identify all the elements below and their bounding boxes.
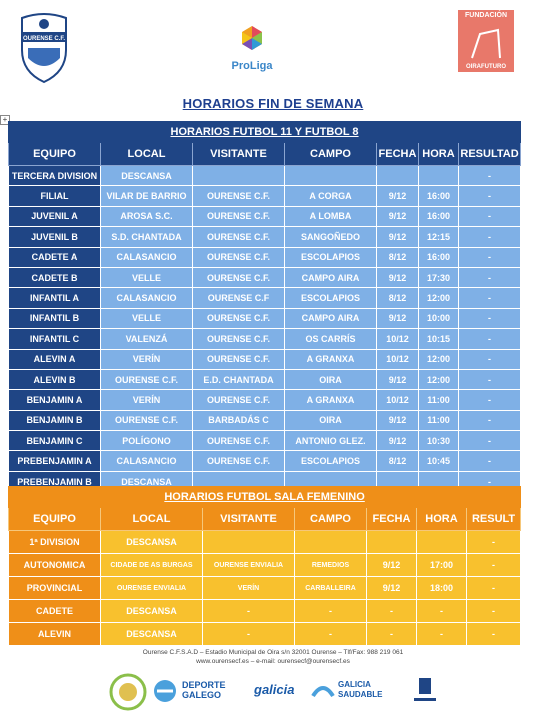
team-cell: INFANTIL B — [9, 308, 101, 328]
table-cell: 17:30 — [419, 267, 459, 287]
table-cell: ANTONIO GLEZ. — [285, 431, 377, 451]
table-cell: SANGOÑEDO — [285, 227, 377, 247]
team-cell: INFANTIL C — [9, 329, 101, 349]
footer-address: Ourense C.F.S.A.D – Estadio Municipal de Oira s/n 32001 Ourense – Tlf/Fax: 988 219 061 — [142, 649, 404, 656]
table-cell — [203, 531, 295, 554]
table-cell: OURENSE C.F. — [193, 186, 285, 206]
table-cell: OURENSE ENVIALIA — [203, 554, 295, 577]
table-cell: AROSA S.C. — [101, 206, 193, 226]
table-cell: 9/12 — [367, 577, 417, 600]
table-cell: - — [459, 186, 521, 206]
futbol-table-title: HORARIOS FUTBOL 11 Y FUTBOL 8 — [9, 122, 521, 143]
table-cell: 9/12 — [377, 186, 419, 206]
table-cell: 9/12 — [367, 554, 417, 577]
table-cell: - — [295, 600, 367, 623]
table-cell: - — [459, 288, 521, 308]
table-cell: CALASANCIO — [101, 451, 193, 471]
table-cell — [295, 531, 367, 554]
team-cell: ALEVIN B — [9, 369, 101, 389]
table-cell: - — [203, 623, 295, 646]
table-cell: CALASANCIO — [101, 247, 193, 267]
table-cell: 12:00 — [419, 369, 459, 389]
table-cell: - — [459, 166, 521, 186]
table-cell: - — [295, 623, 367, 646]
table-cell: VILAR DE BARRIO — [101, 186, 193, 206]
table-cell: 16:00 — [419, 247, 459, 267]
table-cell: OURENSE C.F. — [193, 329, 285, 349]
table-cell: 10/12 — [377, 390, 419, 410]
table-cell: DESCANSA — [101, 166, 193, 186]
sponsor-seal-icon — [108, 672, 148, 712]
column-header: LOCAL — [101, 508, 203, 531]
table-cell: OURENSE C.F. — [193, 349, 285, 369]
table-cell: CALASANCIO — [101, 288, 193, 308]
team-cell: 1ª DIVISION — [9, 531, 101, 554]
table-row — [9, 329, 521, 349]
table-cell: ESCOLAPIOS — [285, 288, 377, 308]
crest-label: OURENSE C.F. — [22, 36, 65, 42]
table-cell: REMEDIOS — [295, 554, 367, 577]
fundacion-logo — [458, 10, 514, 72]
sponsor-bar — [0, 672, 546, 716]
table-cell: 10/12 — [377, 329, 419, 349]
table-cell: CAMPO AIRA — [285, 308, 377, 328]
table-row — [9, 308, 521, 328]
table-cell: VERÍN — [101, 349, 193, 369]
column-header: FECHA — [377, 143, 419, 166]
table-row — [9, 166, 521, 186]
table-cell: - — [459, 267, 521, 287]
table-row — [9, 288, 521, 308]
sala-table-title: HORARIOS FUTBOL SALA FEMENINO — [9, 487, 521, 508]
column-header: RESULTAD — [459, 143, 521, 166]
table-cell: OIRA — [285, 369, 377, 389]
team-cell: ALEVIN — [9, 623, 101, 646]
team-cell: AUTONOMICA — [9, 554, 101, 577]
table-cell: 9/12 — [377, 267, 419, 287]
team-cell: JUVENIL A — [9, 206, 101, 226]
sala-schedule-table — [8, 486, 521, 646]
table-cell: A CORGA — [285, 186, 377, 206]
column-header: VISITANTE — [193, 143, 285, 166]
table-cell: - — [459, 431, 521, 451]
table-cell: - — [467, 554, 521, 577]
table-cell: ESCOLAPIOS — [285, 247, 377, 267]
table-cell: ESCOLAPIOS — [285, 451, 377, 471]
table-cell: 10:00 — [419, 308, 459, 328]
table-cell — [377, 166, 419, 186]
table-cell: 12:00 — [419, 288, 459, 308]
team-cell: CADETE B — [9, 267, 101, 287]
team-cell: INFANTIL A — [9, 288, 101, 308]
table-cell: DESCANSA — [101, 531, 203, 554]
team-cell: CADETE — [9, 600, 101, 623]
column-header: EQUIPO — [9, 508, 101, 531]
table-cell: 16:00 — [419, 206, 459, 226]
footer-contact: www.ourensecf.es – e-mail: ourensecf@ourensecf.es — [196, 658, 350, 665]
table-cell: CARBALLEIRA — [295, 577, 367, 600]
table-cell: 8/12 — [377, 247, 419, 267]
concello-crest-icon — [410, 676, 440, 716]
table-cell: - — [203, 600, 295, 623]
table-cell: OURENSE C.F. — [193, 308, 285, 328]
table-cell: - — [459, 308, 521, 328]
table-cell: POLÍGONO — [101, 431, 193, 451]
table-cell: OURENSE ENVIALIA — [101, 577, 203, 600]
sponsor-galicia: galicia — [254, 682, 295, 697]
team-cell: ALEVIN A — [9, 349, 101, 369]
table-row — [9, 349, 521, 369]
column-header: EQUIPO — [9, 143, 101, 166]
table-row — [9, 369, 521, 389]
table-cell: CIDADE DE AS BURGAS — [101, 554, 203, 577]
table-row — [9, 451, 521, 471]
table-cell — [193, 166, 285, 186]
table-cell: - — [459, 206, 521, 226]
table-cell: 12:15 — [419, 227, 459, 247]
table-cell — [419, 166, 459, 186]
futbol-schedule-table — [8, 121, 521, 492]
table-cell: VALENZÁ — [101, 329, 193, 349]
table-row — [9, 227, 521, 247]
table-cell: - — [459, 390, 521, 410]
table-cell: OURENSE C.F. — [193, 390, 285, 410]
table-cell: OURENSE C.F — [193, 288, 285, 308]
table-cell: A GRANXA — [285, 390, 377, 410]
table-cell: - — [467, 577, 521, 600]
team-cell: FILIAL — [9, 186, 101, 206]
team-cell: CADETE A — [9, 247, 101, 267]
table-cell: DESCANSA — [101, 600, 203, 623]
table-cell: A GRANXA — [285, 349, 377, 369]
table-cell: VELLE — [101, 267, 193, 287]
table-row — [9, 623, 521, 646]
team-cell: BENJAMIN B — [9, 410, 101, 430]
table-row — [9, 577, 521, 600]
table-cell: 9/12 — [377, 410, 419, 430]
table-cell: 10:15 — [419, 329, 459, 349]
table-cell: OURENSE C.F. — [193, 227, 285, 247]
team-cell: PROVINCIAL — [9, 577, 101, 600]
table-cell: 9/12 — [377, 308, 419, 328]
column-header: RESULT — [467, 508, 521, 531]
table-row — [9, 554, 521, 577]
table-cell: - — [459, 410, 521, 430]
table-cell: - — [467, 600, 521, 623]
table-cell: - — [459, 329, 521, 349]
column-header: FECHA — [367, 508, 417, 531]
table-cell: OURENSE C.F. — [193, 247, 285, 267]
expand-plus-icon[interactable]: + — [0, 115, 10, 125]
table-cell: - — [459, 451, 521, 471]
ourense-cf-crest-logo — [14, 10, 74, 84]
table-cell — [285, 166, 377, 186]
table-cell: 9/12 — [377, 227, 419, 247]
team-cell: TERCERA DIVISION — [9, 166, 101, 186]
table-row — [9, 390, 521, 410]
fundacion-label: FUNDACIÓN — [465, 12, 507, 19]
table-cell: 9/12 — [377, 206, 419, 226]
column-header: HORA — [419, 143, 459, 166]
table-cell: - — [417, 623, 467, 646]
table-cell: OURENSE C.F. — [193, 267, 285, 287]
table-cell: 16:00 — [419, 186, 459, 206]
table-cell: - — [459, 369, 521, 389]
table-cell: OS CARRÍS — [285, 329, 377, 349]
table-row — [9, 206, 521, 226]
proliga-logo — [222, 22, 282, 78]
table-cell: - — [459, 349, 521, 369]
table-cell: 8/12 — [377, 288, 419, 308]
table-cell: 11:00 — [419, 390, 459, 410]
table-row — [9, 186, 521, 206]
table-cell: A LOMBA — [285, 206, 377, 226]
table-cell: OURENSE C.F. — [193, 206, 285, 226]
proliga-label: ProLiga — [231, 60, 273, 72]
table-cell: OURENSE C.F. — [101, 369, 193, 389]
table-row — [9, 600, 521, 623]
table-cell: 11:00 — [419, 410, 459, 430]
table-cell: 10/12 — [377, 349, 419, 369]
deporte-galego-icon — [152, 678, 178, 718]
table-cell: DESCANSA — [101, 471, 193, 491]
table-cell: 8/12 — [377, 451, 419, 471]
page-title: HORARIOS FIN DE SEMANA — [182, 96, 364, 111]
table-cell: DESCANSA — [101, 623, 203, 646]
table-cell: OURENSE C.F. — [193, 451, 285, 471]
column-header: VISITANTE — [203, 508, 295, 531]
table-cell — [367, 531, 417, 554]
table-cell: 10:45 — [419, 451, 459, 471]
table-cell: S.D. CHANTADA — [101, 227, 193, 247]
table-row — [9, 410, 521, 430]
table-cell: - — [367, 623, 417, 646]
team-cell: JUVENIL B — [9, 227, 101, 247]
table-cell: 9/12 — [377, 369, 419, 389]
sponsor-deporte-galego: DEPORTE GALEGO — [182, 680, 226, 700]
table-cell: BARBADÁS C — [193, 410, 285, 430]
team-cell: PREBENJAMIN B — [9, 471, 101, 491]
table-cell: CAMPO AIRA — [285, 267, 377, 287]
table-cell: 9/12 — [377, 431, 419, 451]
table-cell: 17:00 — [417, 554, 467, 577]
table-cell: OURENSE C.F. — [193, 431, 285, 451]
table-cell: 10:30 — [419, 431, 459, 451]
table-cell: - — [467, 623, 521, 646]
table-cell: - — [459, 247, 521, 267]
table-cell: VELLE — [101, 308, 193, 328]
column-header: CAMPO — [295, 508, 367, 531]
table-row — [9, 431, 521, 451]
column-header: CAMPO — [285, 143, 377, 166]
table-cell: 12:00 — [419, 349, 459, 369]
table-cell: VERÍN — [203, 577, 295, 600]
column-header: LOCAL — [101, 143, 193, 166]
table-cell: E.D. CHANTADA — [193, 369, 285, 389]
table-cell: - — [467, 531, 521, 554]
table-cell: VERÍN — [101, 390, 193, 410]
table-cell: - — [367, 600, 417, 623]
column-header: HORA — [417, 508, 467, 531]
table-row — [9, 267, 521, 287]
table-cell: - — [417, 600, 467, 623]
table-cell: OIRA — [285, 410, 377, 430]
table-cell: OURENSE C.F. — [101, 410, 193, 430]
sponsor-galicia-saudable: GALICIA SAUDABLE — [338, 680, 383, 699]
oirafuturo-label: OIRAFUTURO — [466, 64, 506, 70]
table-cell: - — [459, 227, 521, 247]
table-cell: - — [459, 471, 521, 491]
table-row — [9, 247, 521, 267]
team-cell: BENJAMIN A — [9, 390, 101, 410]
table-row — [9, 531, 521, 554]
table-cell: 18:00 — [417, 577, 467, 600]
table-cell — [417, 531, 467, 554]
galicia-saudable-icon — [310, 678, 336, 718]
team-cell: PREBENJAMIN A — [9, 451, 101, 471]
team-cell: BENJAMIN C — [9, 431, 101, 451]
